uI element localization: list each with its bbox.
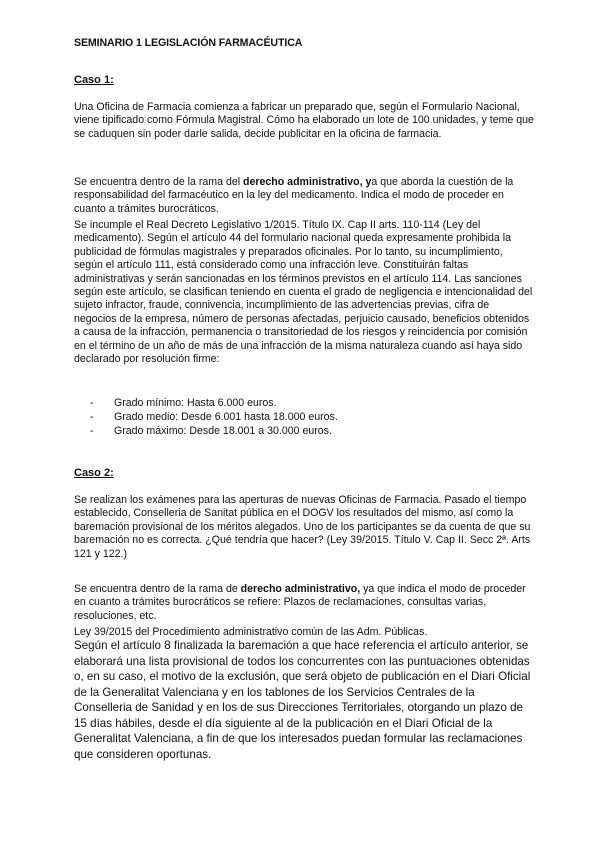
caso2-respuesta-post: ya que indica el modo de proceder en cuanto a trámites burocráticos se refiere: Plazos de reclamaciones, consultas varias, resoluciones, etc. [74,583,526,622]
document-title: SEMINARIO 1 LEGISLACIÓN FARMACÉUTICA [74,37,303,49]
caso2-heading: Caso 2: [74,467,114,479]
caso2-ley: Ley 39/2015 del Procedimiento administrativo común de las Adm. Públicas. [74,626,428,638]
list-item: - Grado mínimo: Hasta 6.000 euros. [90,397,277,409]
caso1-respuesta-post: a que aborda la cuestión de la responsabilidad del farmacéutico en la ley del medicamento. Indica el modo de proceder en cuanto a trámites burocráticos. [74,176,514,215]
caso1-respuesta-pre: Se encuentra dentro de la rama del [74,176,244,188]
list-item: - Grado medio: Desde 6.001 hasta 18.000 euros. [90,411,338,423]
caso1-respuesta-bold: derecho administrativo, y [243,176,372,188]
caso1-grados-list [74,397,534,439]
caso1-enunciado: Una Oficina de Farmacia comienza a fabricar un preparado que, según el Formulario Nacional, viene tipificado como Fórmula Magistral. Cómo ha elaborado un lote de 100 unidades, y teme que se caduquen sin poder darle salida, decide publicitar en la oficina de farmacia. [74,101,534,140]
list-item: - Grado máximo: Desde 18.001 a 30.000 euros. [90,425,332,437]
caso2-articulo8: Según el artículo 8 finalizada la baremación a que hace referencia el artículo anterior, se elaborará una lista provisional de todos los concurrentes con las puntuaciones obtenidas o, en su caso, el motivo de la exclusión, que será objeto de publicación en el Diari Oficial de la Generalitat Valenciana y en los tablones de los Servicios Centrales de la Conselleria de Sanidad y en los de sus Direcciones Territoriales, otorgando un plazo de 15 días hábiles, desde el día siguiente al de la publicación en el Diari Oficial de la Generalitat Valenciana, a fin de que los interesados puedan formular las reclamaciones que consideren oportunas. [74,639,531,761]
caso1-respuesta [74,176,534,216]
caso2-enunciado: Se realizan los exámenes para las aperturas de nuevas Oficinas de Farmacia. Pasado el tiempo establecido, Conselleria de Sanitat pública en el DOGV los resultados del mismo, así como la baremación provisional de los méritos alegados. Uno de los participantes se da cuenta de que su baremación no es correcta. ¿Qué tendría que hacer? (Ley 39/2015. Título V. Cap II. Secc 2ª. Arts 121 y 122.) [74,494,531,560]
caso2-respuesta [74,583,534,623]
caso2-respuesta-bold: derecho administrativo, [240,583,361,595]
caso1-desarrollo: Se incumple el Real Decreto Legislativo 1/2015. Título IX. Cap II arts. 110-114 (Ley del medicamento). Según el artículo 44 del formulario nacional queda expresamente prohibida la publicidad de fórmulas magistrales y preparados oficinales. Por lo tanto, su incumplimiento, según el artículo 111, está considerado como una infracción leve. Constituirán faltas administrativas y serán sancionadas en los términos previstos en el artículo 114. Las sanciones según este artículo, se clasifican teniendo en cuenta el grado de negligencia e intencionalidad del sujeto infractor, fraude, connivencia, incumplimiento de las advertencias previas, cifra de negocios de la empresa, número de personas afectadas, perjuicio causado, beneficios obtenidos a causa de la infracción, permanencia o transitoriedad de los riesgos y reincidencia por comisión en el término de un año de más de una infracción de la misma naturaleza cuando así haya sido declarado por resolución firme: [74,219,533,366]
caso1-heading: Caso 1: [74,74,114,86]
caso2-respuesta-pre: Se encuentra dentro de la rama de [74,583,241,595]
